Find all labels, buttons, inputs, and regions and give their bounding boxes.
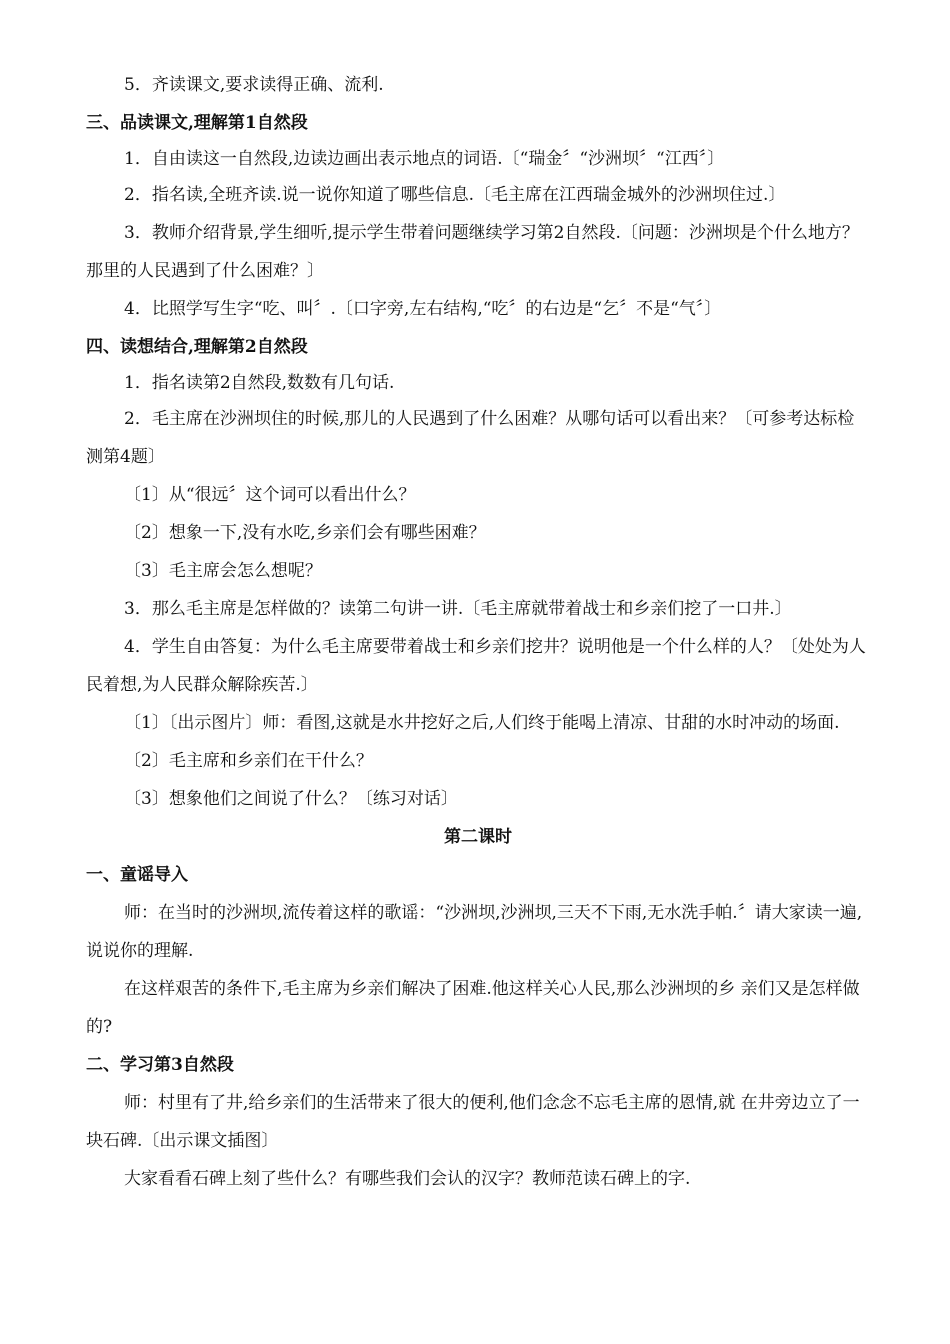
section-heading: 一、童谣导入 [86, 865, 188, 885]
paragraph: 4．学生自由答复：为什么毛主席要带着战士和乡亲们挖井？说明他是一个什么样的人？〔处处为人民着想,为人民群众解除疾苦.〕 [86, 637, 866, 695]
paragraph: 〔1〕〔出示图片〕师：看图,这就是水井挖好之后,人们终于能喝上清凉、甘甜的水时冲动的场面. [124, 713, 840, 733]
paragraph: 〔1〕从“很远〞这个词可以看出什么？ [124, 485, 416, 505]
lesson-title: 第二课时 [444, 827, 512, 847]
paragraph: 2．指名读,全班齐读.说一说你知道了哪些信息.〔毛主席在江西瑞金城外的沙洲坝住过.〕 [124, 185, 786, 205]
paragraph: 师：在当时的沙洲坝,流传着这样的歌谣：“沙洲坝,沙洲坝,三天不下雨,无水洗手帕.〞请大家读一遍,说说你的理解. [86, 903, 863, 961]
paragraph: 2．毛主席在沙洲坝住的时候,那儿的人民遇到了什么困难？从哪句话可以看出来？〔可参考达标检测第4题〕 [86, 409, 855, 467]
section-heading: 四、读想结合,理解第2自然段 [86, 337, 308, 357]
paragraph: 〔3〕想象他们之间说了什么？〔练习对话〕 [124, 789, 458, 809]
document-body [86, 66, 870, 1198]
paragraph: 大家看看石碑上刻了些什么？有哪些我们会认的汉字？教师范读石碑上的字. [124, 1169, 691, 1189]
section-heading: 二、学习第3自然段 [86, 1055, 234, 1075]
paragraph: 3．教师介绍背景,学生细听,提示学生带着问题继续学习第2自然段.〔问题：沙洲坝是个什么地方？那里的人民遇到了什么困难？〕 [86, 223, 859, 281]
paragraph: 〔3〕毛主席会怎么想呢？ [124, 561, 322, 581]
paragraph: 4．比照学写生字“吃、叫〞.〔口字旁,左右结构,“吃〞的右边是“乞〞不是“气〞〕 [124, 299, 722, 319]
section-heading: 三、品读课文,理解第1自然段 [86, 113, 308, 133]
paragraph: 3．那么毛主席是怎样做的？读第二句讲一讲.〔毛主席就带着战士和乡亲们挖了一口井.〕 [124, 599, 792, 619]
paragraph: 〔2〕毛主席和乡亲们在干什么？ [124, 751, 373, 771]
paragraph: 在这样艰苦的条件下,毛主席为乡亲们解决了困难.他这样关心人民,那么沙洲坝的乡 亲们又是怎样做的? [86, 979, 860, 1037]
paragraph: 5．齐读课文,要求读得正确、流利. [124, 75, 384, 95]
paragraph: 1．自由读这一自然段,边读边画出表示地点的词语.〔“瑞金〞“沙洲坝〞“江西〞〕 [124, 149, 725, 169]
paragraph: 师：村里有了井,给乡亲们的生活带来了很大的便利,他们念念不忘毛主席的恩情,就 在井旁边立了一块石碑.〔出示课文插图〕 [86, 1093, 860, 1151]
paragraph: 〔2〕想象一下,没有水吃,乡亲们会有哪些困难？ [124, 523, 486, 543]
paragraph: 1．指名读第2自然段,数数有几句话. [124, 373, 395, 393]
